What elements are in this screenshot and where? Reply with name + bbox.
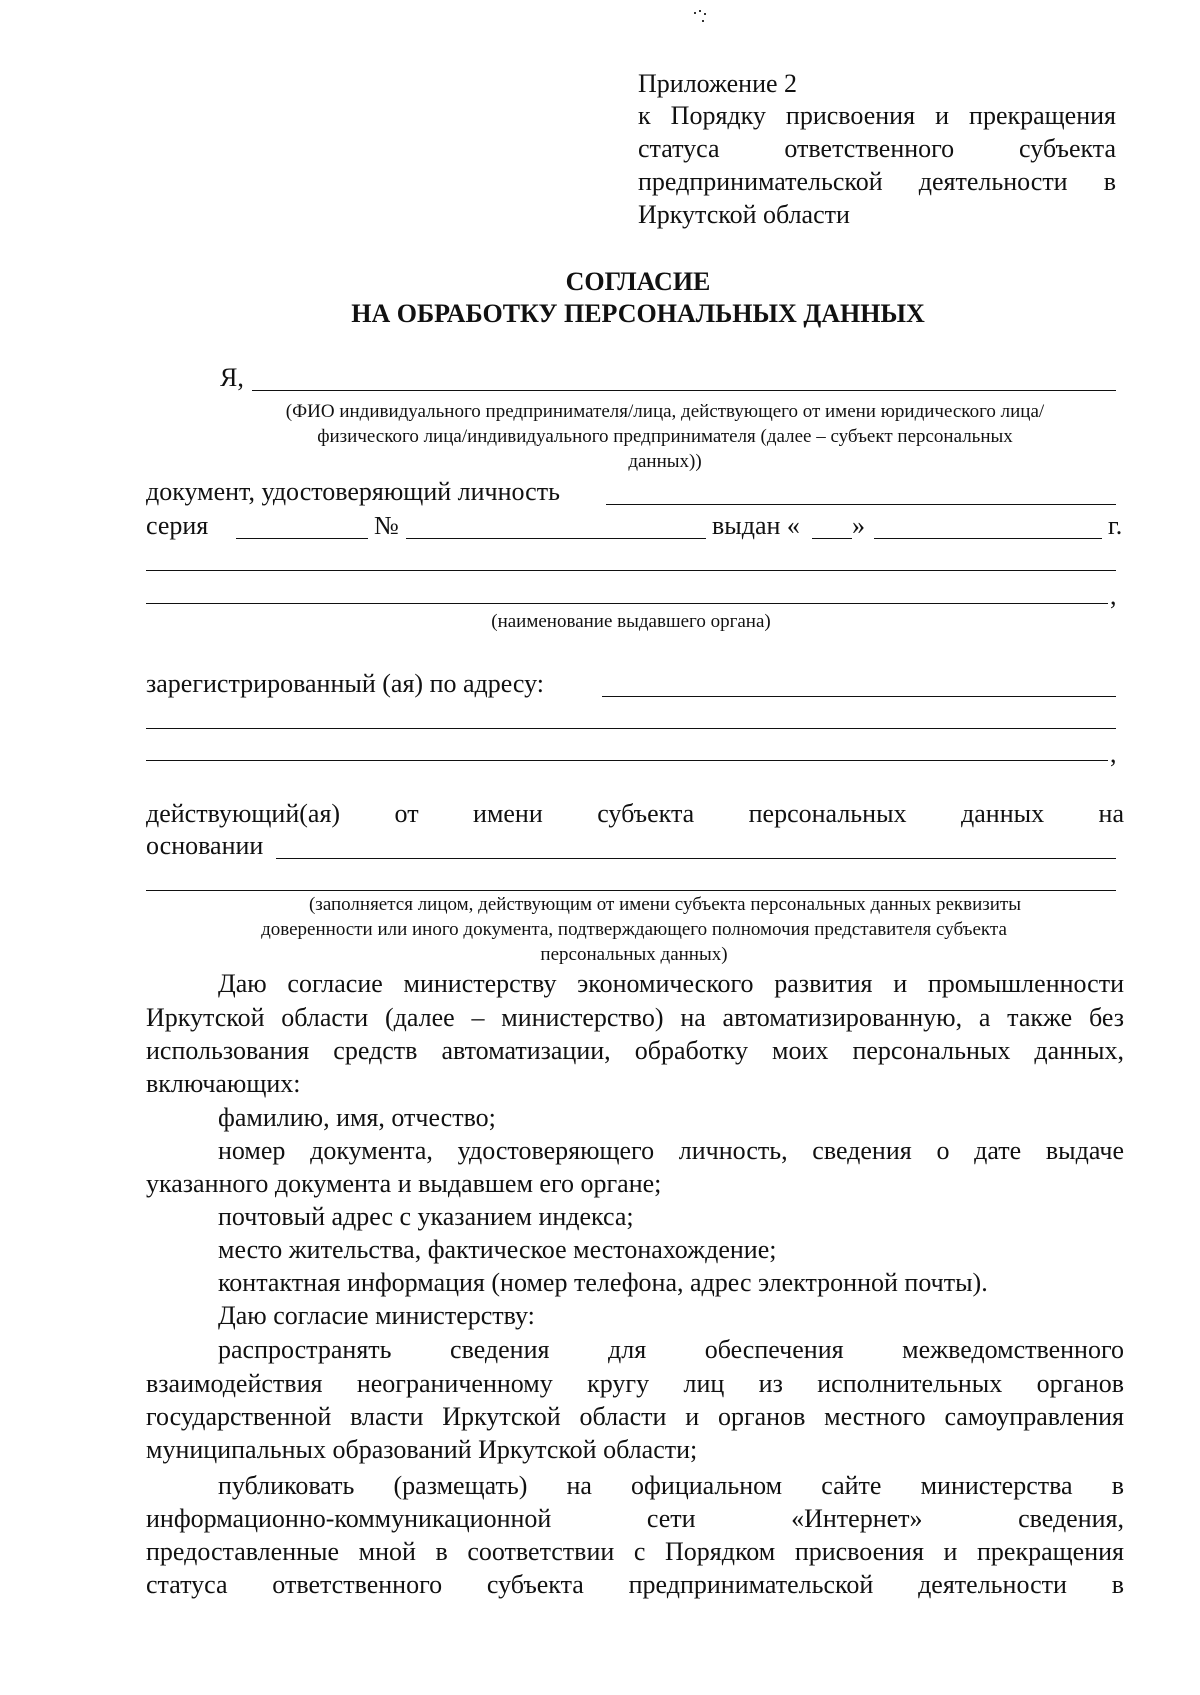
- address-field-line[interactable]: [602, 696, 1116, 697]
- issuer-hint: (наименование выдавшего органа): [491, 611, 771, 632]
- list-item: распространять сведения для обеспечения межведомственного: [218, 1335, 1124, 1364]
- list-item: фамилию, имя, отчество;: [218, 1103, 496, 1132]
- fio-hint: (ФИО индивидуального предпринимателя/лица, действующего от имени юридического лица/: [285, 401, 1045, 422]
- issued-close-quote: »: [852, 511, 865, 540]
- list-item: почтовый адрес с указанием индекса;: [218, 1202, 634, 1231]
- acting-line: действующий(ая) от имени субъекта персональных данных на: [146, 799, 1124, 828]
- list-item: номер документа, удостоверяющего личность, сведения о дате выдаче: [218, 1136, 1124, 1165]
- address-field-line[interactable]: [146, 728, 1116, 729]
- list-item: информационно-коммуникационной сети «Интернет» сведения,: [146, 1504, 1124, 1533]
- basis-field-line[interactable]: [276, 858, 1116, 859]
- ya-label: Я,: [220, 363, 244, 392]
- issued-day-line[interactable]: [812, 538, 852, 539]
- appendix-line: статуса ответственного субъекта: [638, 134, 1116, 163]
- appendix-line: к Порядку присвоения и прекращения: [638, 101, 1116, 130]
- rep-hint: (заполняется лицом, действующим от имени субъекта персональных данных реквизиты: [308, 894, 1021, 915]
- rep-hint: доверенности или иного документа, подтверждающего полномочия представителя субъекта: [261, 919, 1007, 940]
- list-item: взаимодействия неограниченному кругу лиц из исполнительных органов: [146, 1369, 1124, 1398]
- list-item: государственной власти Иркутской области и органов местного самоуправления: [146, 1402, 1124, 1431]
- number-field-line[interactable]: [406, 538, 706, 539]
- doc-label: документ, удостоверяющий личность: [146, 477, 560, 506]
- series-label: серия: [146, 511, 209, 540]
- body-paragraph: Иркутской области (далее – министерство) на автоматизированную, а также без: [146, 1003, 1124, 1032]
- body-paragraph: Даю согласие министерству экономического развития и промышленности: [218, 969, 1124, 998]
- issuer-field-line[interactable]: [146, 570, 1116, 571]
- list-item: место жительства, фактическое местонахождение;: [218, 1235, 777, 1264]
- list-item: указанного документа и выдавшем его органе;: [146, 1169, 662, 1198]
- doc-field-line[interactable]: [606, 504, 1116, 505]
- list-item: предоставленные мной в соответствии с Порядком присвоения и прекращения: [146, 1537, 1124, 1566]
- document-title: СОГЛАСИЕ: [565, 267, 711, 296]
- body-paragraph: использования средств автоматизации, обработку моих персональных данных,: [146, 1036, 1124, 1065]
- body-paragraph: включающих:: [146, 1069, 301, 1098]
- issued-label: выдан «: [712, 511, 800, 540]
- year-label: г.: [1108, 511, 1123, 540]
- appendix-number: Приложение 2: [638, 69, 798, 98]
- list-item: контактная информация (номер телефона, адрес электронной почты).: [218, 1268, 988, 1297]
- basis-label: основании: [146, 831, 264, 860]
- number-label: №: [374, 511, 399, 540]
- scan-mark: [692, 10, 712, 24]
- appendix-line: Иркутской области: [638, 200, 850, 229]
- list-item: публиковать (размещать) на официальном сайте министерства в: [218, 1471, 1124, 1500]
- fio-hint: данных)): [628, 451, 702, 472]
- fio-hint: физического лица/индивидуального предпринимателя (далее – субъект персональных: [317, 426, 1013, 447]
- document-title: НА ОБРАБОТКУ ПЕРСОНАЛЬНЫХ ДАННЫХ: [351, 299, 925, 328]
- rep-hint: персональных данных): [540, 944, 728, 965]
- body-paragraph: Даю согласие министерству:: [218, 1301, 535, 1330]
- appendix-line: предпринимательской деятельности в: [638, 167, 1116, 196]
- issued-date-line[interactable]: [874, 538, 1102, 539]
- comma: ,: [1110, 581, 1117, 610]
- series-field-line[interactable]: [236, 538, 368, 539]
- basis-field-line[interactable]: [146, 890, 1116, 891]
- list-item: муниципальных образований Иркутской области;: [146, 1435, 698, 1464]
- list-item: статуса ответственного субъекта предпринимательской деятельности в: [146, 1570, 1124, 1599]
- fio-field-line[interactable]: [252, 390, 1116, 391]
- address-field-line[interactable]: [146, 760, 1108, 761]
- comma: ,: [1110, 739, 1117, 768]
- address-label: зарегистрированный (ая) по адресу:: [146, 669, 545, 698]
- issuer-field-line[interactable]: [146, 603, 1108, 604]
